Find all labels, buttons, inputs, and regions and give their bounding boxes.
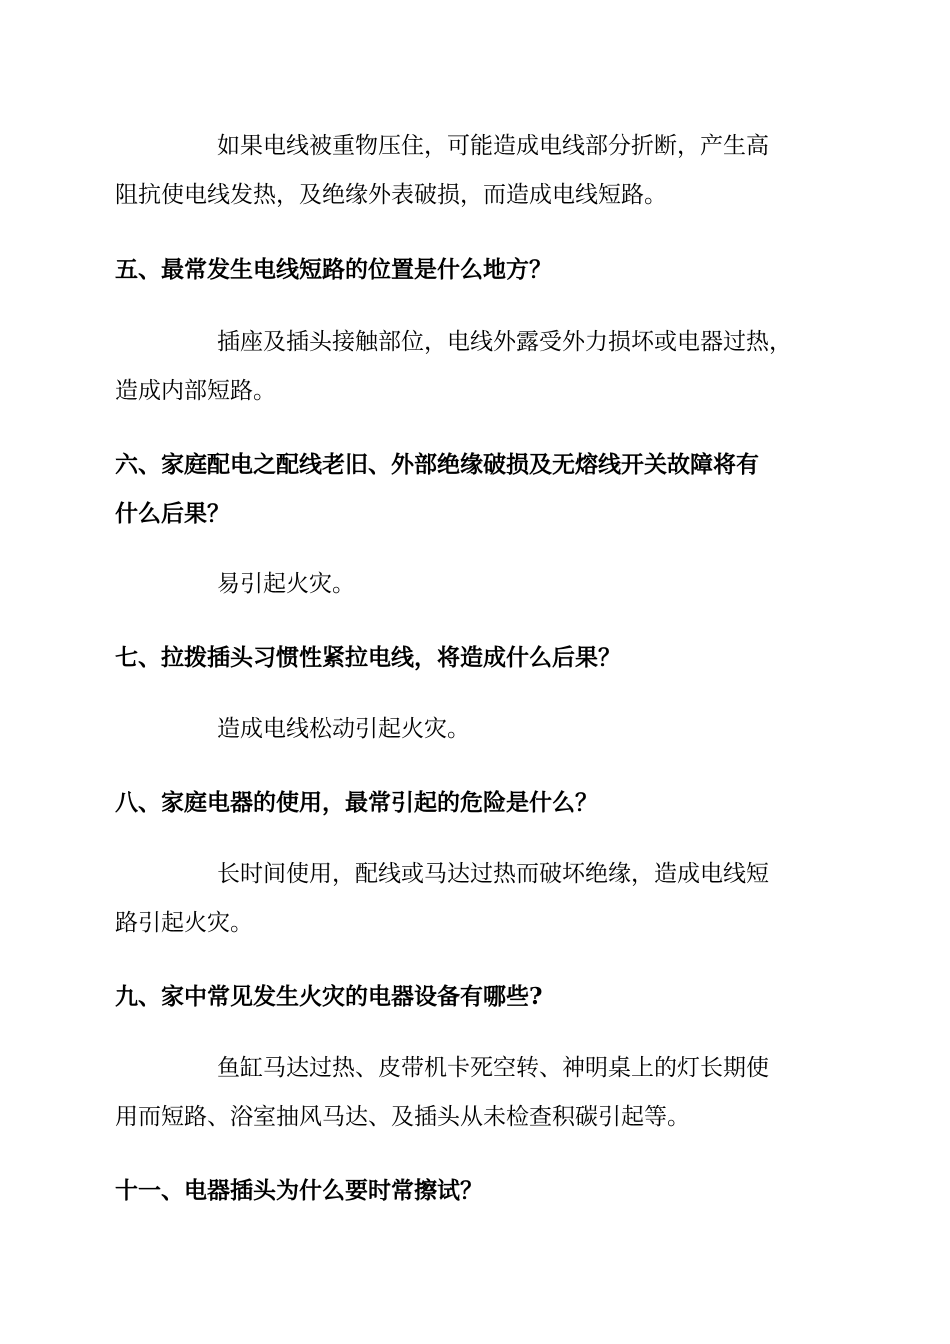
text-line: 如果电线被重物压住，可能造成电线部分折断，产生高: [217, 133, 769, 159]
answer-paragraph-4: [115, 122, 845, 220]
question-heading-9: [115, 972, 845, 1021]
question-heading-11: [115, 1166, 845, 1215]
answer-paragraph-5: [115, 318, 845, 416]
question-heading-8: [115, 778, 845, 827]
answer-paragraph-7: [115, 705, 845, 754]
heading-line: 六、家庭配电之配线老旧、外部绝缘破损及无熔线开关故障将有: [115, 451, 759, 478]
question-heading-5: [115, 245, 845, 294]
text-line: 长时间使用，配线或马达过热而破坏绝缘，造成电线短: [217, 861, 769, 887]
answer-paragraph-9: [115, 1044, 845, 1142]
text-line: 插座及插头接触部位，电线外露受外力损坏或电器过热，: [217, 329, 792, 355]
text-line: 用而短路、浴室抽风马达、及插头从未检查积碳引起等。: [115, 1104, 690, 1130]
text-line: 鱼缸马达过热、皮带机卡死空转、神明桌上的灯长期使: [217, 1055, 769, 1081]
text-line: 阻抗使电线发热，及绝缘外表破损，而造成电线短路。: [115, 182, 667, 208]
heading-line: 九、家中常见发生火灾的电器设备有哪些?: [115, 983, 543, 1010]
text-line: 造成内部短路。: [115, 378, 276, 404]
text-line: 易引起火灾。: [217, 571, 355, 597]
text-line: 路引起火灾。: [115, 910, 253, 936]
heading-line: 七、拉拨插头习惯性紧拉电线，将造成什么后果？: [115, 644, 621, 671]
heading-line: 八、家庭电器的使用，最常引起的危险是什么？: [115, 789, 598, 816]
heading-line: 五、最常发生电线短路的位置是什么地方？: [115, 256, 552, 283]
answer-paragraph-6: [115, 560, 845, 609]
answer-paragraph-8: [115, 850, 845, 948]
heading-line: 什么后果？: [115, 500, 230, 527]
question-heading-7: [115, 633, 845, 682]
text-line: 造成电线松动引起火灾。: [217, 716, 470, 742]
heading-line: 十一、电器插头为什么要时常擦试？: [115, 1177, 483, 1204]
question-heading-6: [115, 440, 845, 538]
